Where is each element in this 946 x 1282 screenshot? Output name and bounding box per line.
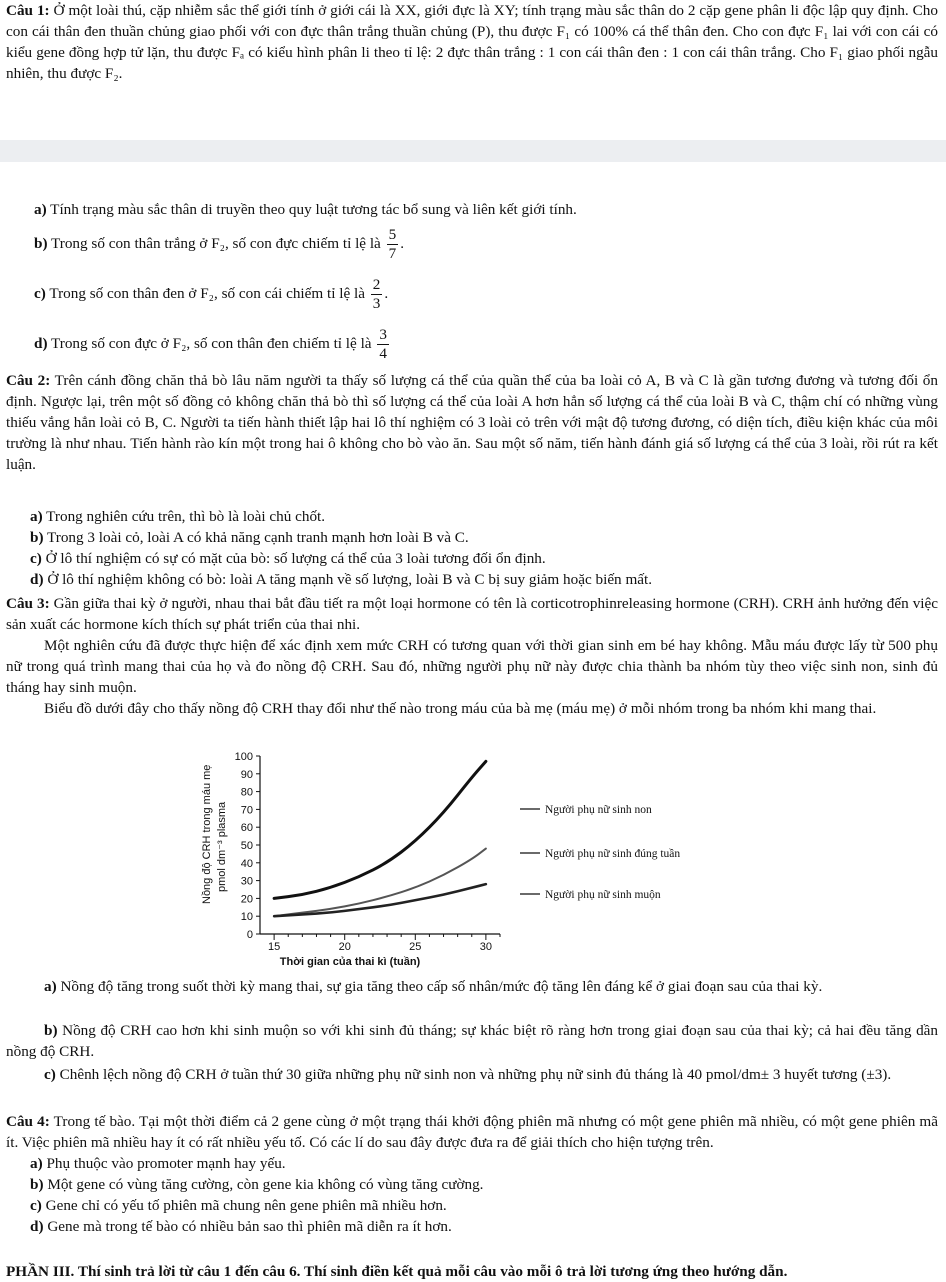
- option-label: b): [30, 529, 44, 546]
- y-tick-label: 90: [240, 768, 253, 781]
- option-text: Trong số con thân trắng ở F₂, số con đực chiếm tỉ lệ là: [47, 234, 381, 252]
- option-text: Trong nghiên cứu trên, thì bò là loài chủ chốt.: [42, 508, 326, 525]
- question-4-option-a: [6, 1153, 938, 1174]
- question-3-label: Câu 3:: [6, 595, 50, 612]
- legend-label-2: Người phụ nữ sinh đúng tuần: [545, 848, 681, 860]
- question-1-stem: [6, 0, 938, 84]
- question-4-para: [6, 1111, 938, 1153]
- question-1-option-d: [34, 326, 391, 363]
- question-2-option-d: [30, 569, 938, 590]
- series-line-1: [274, 761, 486, 898]
- y-tick-label: 0: [246, 929, 253, 941]
- question-4-label: Câu 4:: [6, 1113, 50, 1130]
- fraction: [371, 276, 383, 313]
- fraction-numerator: 5: [388, 226, 397, 243]
- chart-series: [274, 761, 486, 916]
- y-tick-label: 60: [240, 822, 253, 835]
- question-1-option-b: [34, 226, 404, 263]
- question-1-label: Câu 1:: [6, 2, 50, 19]
- option-label: d): [30, 1218, 44, 1235]
- option-text: Ở lô thí nghiệm không có bò: loài A tăng mạnh về số lượng, loài B và C bị suy giảm hoặc biến mất.: [43, 571, 653, 588]
- option-punct: .: [384, 284, 389, 302]
- legend-label-1: Người phụ nữ sinh non: [545, 804, 652, 816]
- option-label: b): [34, 234, 48, 252]
- option-text: Gene mà trong tế bào có nhiều bản sao thì phiên mã diễn ra ít hơn.: [43, 1218, 452, 1235]
- y-axis-unit: pmol dm⁻³ plasma: [216, 801, 228, 892]
- option-text: Nồng độ tăng trong suốt thời kỳ mang thai, sự gia tăng theo cấp số nhân/mức độ tăng lên đáng kể ở giai đoạn sau của thai kỳ.: [56, 978, 823, 995]
- x-tick-label: 25: [409, 941, 422, 953]
- option-punct: .: [400, 234, 404, 252]
- option-text: Tính trạng màu sắc thân di truyền theo quy luật tương tác bổ sung và liên kết giới tính.: [46, 201, 577, 218]
- fraction-denominator: 3: [372, 295, 381, 312]
- option-text: Một gene có vùng tăng cường, còn gene kia không có vùng tăng cường.: [43, 1176, 484, 1193]
- y-tick-label: 50: [240, 840, 253, 852]
- option-label: a): [34, 201, 47, 218]
- option-text: Trong 3 loài cỏ, loài A có khả năng cạnh tranh mạnh hơn loài B và C.: [43, 529, 469, 546]
- option-text: Ở lô thí nghiệm có sự có mặt của bò: số lượng cá thể của 3 loài tương đối ổn định.: [41, 550, 546, 567]
- section-divider: [0, 140, 946, 162]
- question-1-text: Ở một loài thú, cặp nhiễm sắc thể giới tính ở giới cái là XX, giới đực là XY; tính trạng màu sắc thân do 2 cặp gene phân li độc lập quy định. Cho con cái thân đen thuần chủng giao phối với con đực thân trắng thuần chủng (P), thu được F₁ có 100% cá thể thân đen. Cho con đực F₁ lai với con cái có kiểu gene đồng hợp tử lặn, thu được Fₐ có kiểu hình phân li theo tỉ lệ: 2 đực thân trắng : 1 con cái thân đen : 1 con cái thân trắng. Cho F₁ giao phối ngẫu nhiên, thu được F₂.: [6, 2, 938, 82]
- option-label: d): [34, 334, 48, 352]
- question-2-label: Câu 2:: [6, 372, 51, 389]
- option-label: a): [30, 508, 43, 525]
- question-4-stem: [6, 1111, 938, 1237]
- fraction: [377, 326, 389, 363]
- x-tick-label: 20: [338, 941, 351, 953]
- y-tick-label: 10: [240, 911, 253, 924]
- question-4-option-b: [6, 1174, 938, 1195]
- option-label: b): [44, 1022, 58, 1039]
- option-text: Gene chỉ có yếu tố phiên mã chung nên gene phiên mã nhiều hơn.: [41, 1197, 447, 1214]
- option-label: b): [30, 1176, 44, 1193]
- x-tick-label: 30: [479, 941, 493, 953]
- question-2-stem: [6, 370, 938, 475]
- y-tick-label: 20: [240, 893, 253, 906]
- option-label: c): [30, 1197, 42, 1214]
- question-3-para-2: Một nghiên cứu đã được thực hiện để xác định xem mức CRH có tương quan với thời gian sinh em bé hay không. Mẫu máu được lấy từ 500 phụ nữ trong quá trình mang thai của họ và đo nồng độ CRH. Sau đó, những người phụ nữ này được chia thành ba nhóm tùy theo việc sinh non, sinh đủ tháng hay sinh muộn.: [6, 637, 938, 696]
- question-4-option-d: [6, 1216, 938, 1237]
- x-tick-label: 15: [267, 941, 281, 953]
- option-text: Trong số con đực ở F₂, số con thân đen chiếm tỉ lệ là: [47, 334, 372, 352]
- question-4-option-c: [6, 1195, 938, 1216]
- y-tick-label: 100: [234, 751, 253, 763]
- crh-chart: [180, 744, 740, 968]
- fraction-numerator: 2: [372, 276, 381, 293]
- question-3-option-a: [6, 976, 938, 997]
- question-3-stem: [6, 593, 938, 719]
- question-2-option-b: [30, 527, 938, 548]
- y-axis-title: Nồng độ CRH trong máu mẹ: [201, 764, 213, 904]
- y-tick-label: 40: [240, 857, 253, 870]
- y-tick-label: 30: [240, 875, 253, 888]
- question-3-para-3: Biểu đồ dưới đây cho thấy nồng độ CRH thay đổi như thế nào trong máu của bà mẹ (máu mẹ) ở mỗi nhóm trong ba nhóm khi mang thai.: [44, 700, 877, 717]
- next-section-heading-cutoff: PHẦN III. Thí sinh trả lời từ câu 1 đến câu 6. Thí sinh điền kết quả mỗi câu vào mỗi ô trả lời tương ứng theo hướng dẫn.: [6, 1263, 788, 1280]
- question-2-option-a: [30, 506, 938, 527]
- fraction-denominator: 4: [379, 345, 387, 362]
- fraction-numerator: 3: [379, 326, 387, 343]
- option-label: a): [44, 978, 57, 995]
- chart-legend: [520, 804, 680, 901]
- option-text: Phụ thuộc vào promoter mạnh hay yếu.: [42, 1155, 286, 1172]
- legend-label-3: Người phụ nữ sinh muộn: [545, 889, 661, 901]
- question-3-option-b: [6, 1020, 938, 1062]
- question-2-text: Trên cánh đồng chăn thả bò lâu năm người ta thấy số lượng cá thể của quần thể của ba loài cỏ A, B và C là gần tương đương và tương đối ổn định. Ngược lại, trên một số đồng cỏ không chăn thả bò thì số lượng cá thể của loài A hơn hẳn số lượng cá thể của loài B và C, thậm chí có những vùng thiếu vắng hẳn loài cỏ B, C. Người ta tiến hành thiết lập hai lô thí nghiệm có 3 loài cỏ trên với mật độ tương đương, có diện tích, điều kiện khác của môi trường là như nhau. Tiến hành rào kín một trong hai ô không cho bò vào ăn. Sau một số năm, tiến hành đánh giá số lượng cá thể của 3 loài, rồi rút ra kết luận.: [6, 372, 938, 473]
- option-label: a): [30, 1155, 43, 1172]
- x-axis-title: Thời gian của thai kì (tuần): [279, 956, 421, 968]
- option-label: d): [30, 571, 44, 588]
- option-text: Trong số con thân đen ở F₂, số con cái chiếm tỉ lệ là: [45, 284, 365, 302]
- question-3-para-1: [6, 593, 938, 635]
- question-4-text: Trong tế bào. Tại một thời điểm cả 2 gene cùng ở một trạng thái khởi động phiên mã nhưng có một gene phiên mã nhiều, có một gene phiên mã ít. Việc phiên mã nhiều hay ít có rất nhiều yếu tố. Có các lí do sau đây được đưa ra để giải thích cho hiện tượng trên.: [6, 1113, 938, 1151]
- chart-axes: [235, 751, 500, 953]
- question-1-option-a: [34, 200, 577, 220]
- question-3-text: Gần giữa thai kỳ ở người, nhau thai bắt đầu tiết ra một loại hormone có tên là corticotrophinreleasing hormone (CRH). CRH ảnh hưởng đến việc sản xuất các hormone kích thích sự phát triển của thai nhi.: [6, 595, 938, 633]
- y-tick-label: 80: [240, 786, 253, 799]
- option-label: c): [44, 1066, 56, 1083]
- option-label: c): [30, 550, 42, 567]
- fraction: [387, 226, 399, 263]
- fraction-denominator: 7: [388, 245, 397, 262]
- question-3-option-c: [6, 1064, 938, 1085]
- question-1-option-c: [34, 276, 388, 313]
- option-label: c): [34, 284, 46, 302]
- chart-y-axis-label: [201, 765, 228, 904]
- option-text: Nồng độ CRH cao hơn khi sinh muộn so với khi sinh đủ tháng; sự khác biệt rõ ràng hơn trong giai đoạn sau của thai kỳ; cả hai đều tăng dần nồng độ CRH.: [6, 1022, 938, 1060]
- y-tick-label: 70: [240, 804, 253, 817]
- question-2-option-c: [30, 548, 938, 569]
- option-text: Chênh lệch nồng độ CRH ở tuần thứ 30 giữa những phụ nữ sinh non và những phụ nữ sinh đủ tháng là 40 pmol/dm± 3 huyết tương (±3).: [55, 1066, 892, 1083]
